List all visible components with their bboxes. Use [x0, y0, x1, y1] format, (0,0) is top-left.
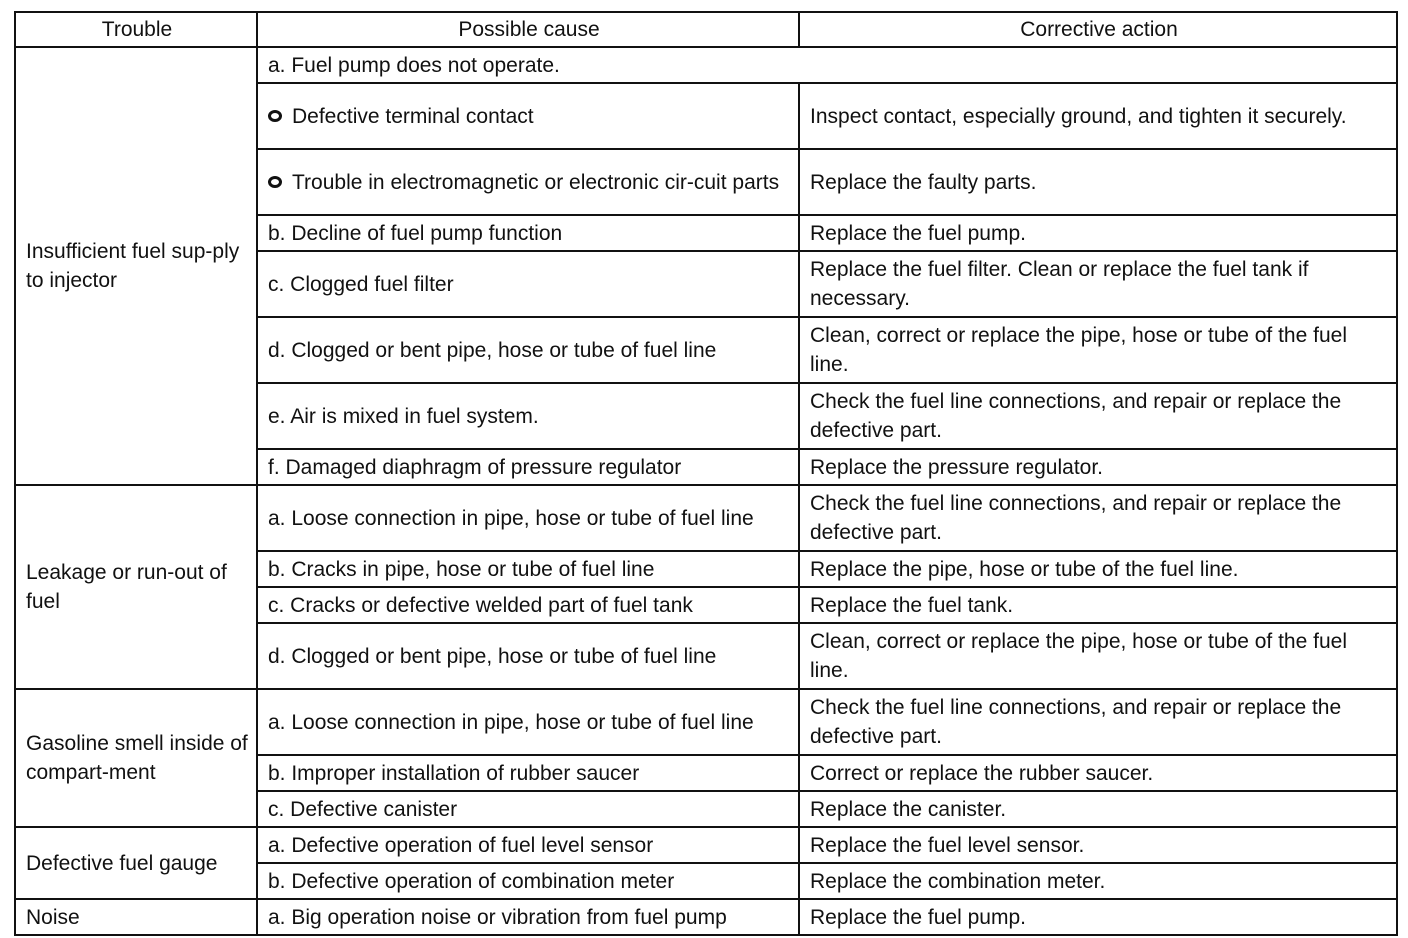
action-cell: Replace the fuel pump. — [799, 215, 1397, 251]
action-cell: Replace the pressure regulator. — [799, 449, 1397, 485]
table-row — [15, 689, 1397, 755]
action-cell: Clean, correct or replace the pipe, hose or tube of the fuel line. — [799, 623, 1397, 689]
cause-cell: d. Clogged or bent pipe, hose or tube of fuel line — [257, 623, 799, 689]
action-cell: Clean, correct or replace the pipe, hose or tube of the fuel line. — [799, 317, 1397, 383]
action-cell: Replace the combination meter. — [799, 863, 1397, 899]
troubleshooting-table — [14, 11, 1398, 936]
cause-cell: b. Cracks in pipe, hose or tube of fuel line — [257, 551, 799, 587]
action-cell: Replace the fuel tank. — [799, 587, 1397, 623]
cause-cell: b. Defective operation of combination meter — [257, 863, 799, 899]
cause-text: Trouble in electromagnetic or electronic cir-cuit parts — [292, 170, 780, 194]
cause-cell: a. Big operation noise or vibration from fuel pump — [257, 899, 799, 935]
action-cell: Correct or replace the rubber saucer. — [799, 755, 1397, 791]
action-cell: Replace the faulty parts. — [799, 149, 1397, 215]
header-possible-cause: Possible cause — [257, 12, 799, 47]
action-cell: Replace the fuel pump. — [799, 899, 1397, 935]
action-cell: Check the fuel line connections, and repair or replace the defective part. — [799, 689, 1397, 755]
header-row — [15, 12, 1397, 47]
table-row — [15, 47, 1397, 83]
cause-cell: a. Loose connection in pipe, hose or tube of fuel line — [257, 485, 799, 551]
cause-cell: c. Cracks or defective welded part of fuel tank — [257, 587, 799, 623]
cause-cell: b. Decline of fuel pump function — [257, 215, 799, 251]
action-cell: Inspect contact, especially ground, and tighten it securely. — [799, 83, 1397, 149]
action-cell: Replace the fuel filter. Clean or replace the fuel tank if necessary. — [799, 251, 1397, 317]
cause-cell: e. Air is mixed in fuel system. — [257, 383, 799, 449]
cause-cell: c. Defective canister — [257, 791, 799, 827]
circle-bullet-icon — [268, 110, 282, 122]
trouble-cell: Noise — [15, 899, 257, 935]
trouble-cell: Defective fuel gauge — [15, 827, 257, 899]
header-trouble: Trouble — [15, 12, 257, 47]
cause-cell: b. Improper installation of rubber saucer — [257, 755, 799, 791]
cause-cell — [257, 83, 799, 149]
cause-cell: a. Defective operation of fuel level sensor — [257, 827, 799, 863]
cause-cell: f. Damaged diaphragm of pressure regulator — [257, 449, 799, 485]
header-corrective-action: Corrective action — [799, 12, 1397, 47]
action-cell: Replace the pipe, hose or tube of the fuel line. — [799, 551, 1397, 587]
cause-cell: a. Loose connection in pipe, hose or tube of fuel line — [257, 689, 799, 755]
table-row — [15, 485, 1397, 551]
action-cell: Check the fuel line connections, and repair or replace the defective part. — [799, 485, 1397, 551]
cause-cell: a. Fuel pump does not operate. — [257, 47, 1397, 83]
trouble-cell: Leakage or run-out of fuel — [15, 485, 257, 689]
cause-cell — [257, 149, 799, 215]
action-cell: Replace the fuel level sensor. — [799, 827, 1397, 863]
action-cell: Replace the canister. — [799, 791, 1397, 827]
table-row — [15, 827, 1397, 863]
trouble-cell: Gasoline smell inside of compart-ment — [15, 689, 257, 827]
cause-text: Defective terminal contact — [292, 104, 534, 128]
action-cell: Check the fuel line connections, and repair or replace the defective part. — [799, 383, 1397, 449]
circle-bullet-icon — [268, 176, 282, 188]
cause-cell: d. Clogged or bent pipe, hose or tube of fuel line — [257, 317, 799, 383]
trouble-cell: Insufficient fuel sup-ply to injector — [15, 47, 257, 485]
table-row — [15, 899, 1397, 935]
cause-cell: c. Clogged fuel filter — [257, 251, 799, 317]
